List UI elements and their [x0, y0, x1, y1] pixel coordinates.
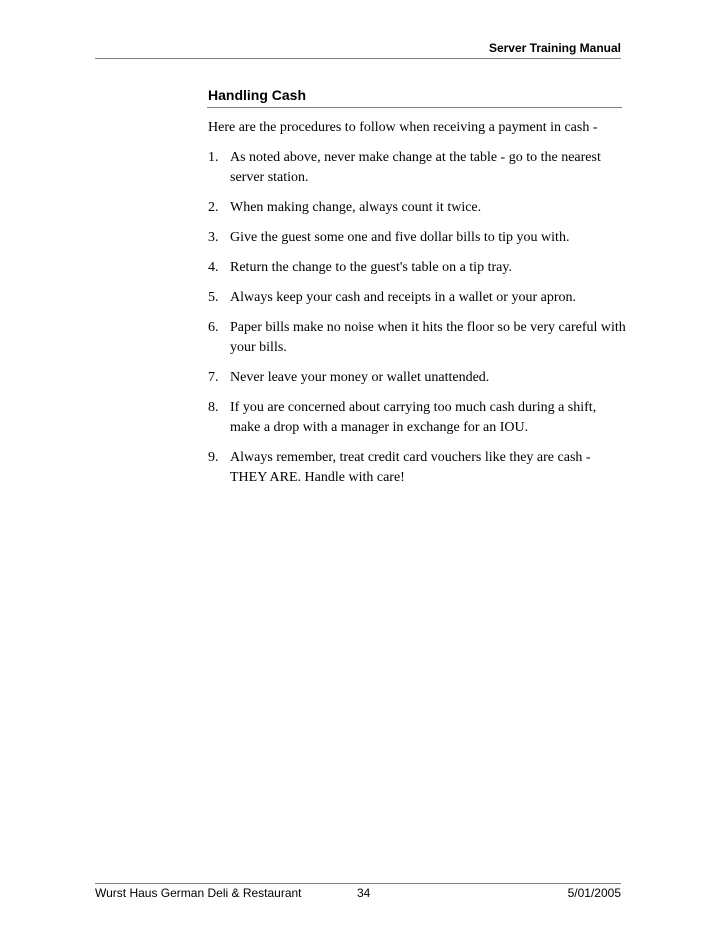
list-item-number: 7. [208, 370, 219, 385]
list-item-text: As noted above, never make change at the table - go to the nearest server station. [230, 150, 601, 185]
list-item [208, 258, 628, 278]
list-item [208, 448, 628, 488]
footer-page-number: 34 [357, 886, 371, 900]
list-item-text: Return the change to the guest's table on a tip tray. [230, 260, 512, 275]
section-title: Handling Cash [208, 87, 307, 103]
list-item-text: Never leave your money or wallet unattended. [230, 370, 490, 385]
list-item [208, 148, 628, 188]
procedure-list [208, 148, 628, 488]
list-item [208, 398, 628, 438]
list-item-text: Always remember, treat credit card vouchers like they are cash - THEY ARE. Handle with care! [230, 450, 591, 485]
list-item-number: 4. [208, 260, 219, 275]
list-item-text: Paper bills make no noise when it hits the floor so be very careful with your bills. [230, 320, 626, 355]
list-item [208, 198, 628, 218]
footer-company-name: Wurst Haus German Deli & Restaurant [95, 886, 302, 900]
list-item-number: 9. [208, 450, 219, 465]
list-item-number: 5. [208, 290, 219, 305]
header-divider [95, 58, 621, 59]
list-item-number: 1. [208, 150, 219, 165]
list-item-number: 3. [208, 230, 219, 245]
footer-divider [95, 883, 621, 884]
list-item [208, 318, 628, 358]
list-item-number: 2. [208, 200, 219, 215]
section-divider [207, 107, 622, 108]
list-item-number: 8. [208, 400, 219, 415]
list-item-text: Always keep your cash and receipts in a wallet or your apron. [230, 290, 576, 305]
footer-date: 5/01/2005 [567, 886, 621, 900]
list-item-text: When making change, always count it twice. [230, 200, 482, 215]
running-header-title: Server Training Manual [488, 41, 621, 55]
list-item [208, 228, 628, 248]
list-item-text: If you are concerned about carrying too much cash during a shift, make a drop with a manager in exchange for an IOU. [230, 400, 597, 435]
section-body [208, 118, 628, 498]
list-item-number: 6. [208, 320, 219, 335]
list-item [208, 368, 628, 388]
intro-paragraph: Here are the procedures to follow when receiving a payment in cash - [208, 120, 598, 135]
list-item-text: Give the guest some one and five dollar bills to tip you with. [230, 230, 570, 245]
list-item [208, 288, 628, 308]
